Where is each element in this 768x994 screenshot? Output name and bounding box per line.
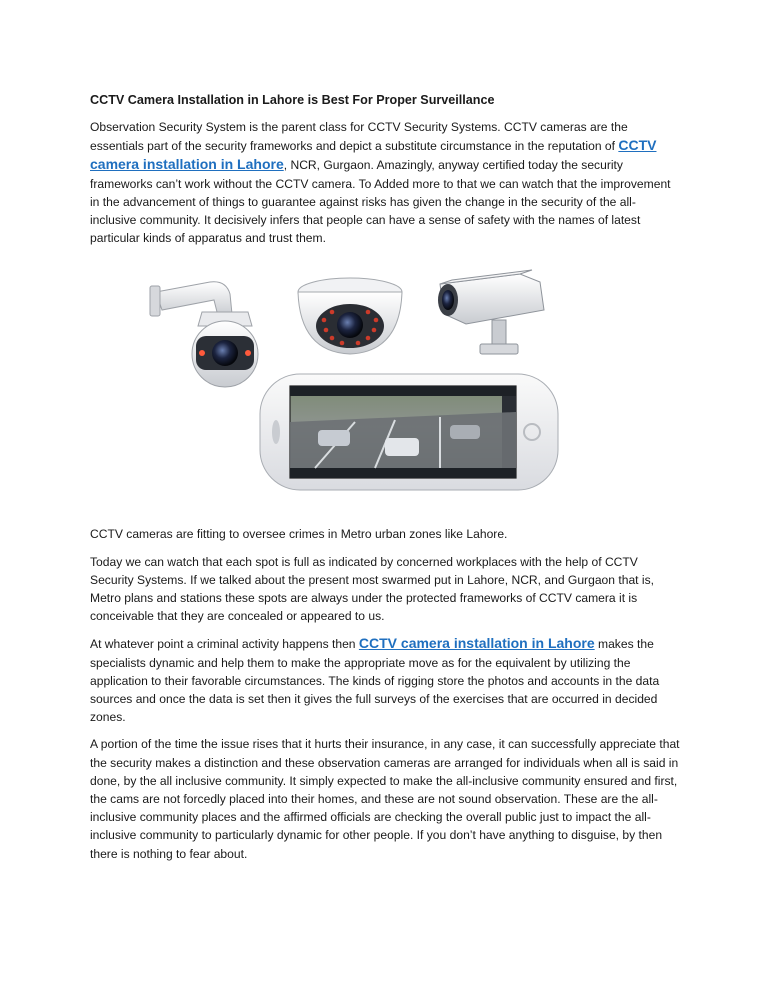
cctv-installation-link-2[interactable]: CCTV camera installation in Lahore (358, 635, 595, 652)
cctv-cameras-icon (140, 262, 560, 507)
intro-text-before-link: Observation Security System is the parent class for CCTV Security Systems. CCTV cameras are the essentials part of the security frameworks and depict a substitute circumstance in the reputation of (90, 120, 628, 154)
article-content (90, 91, 682, 872)
smartphone-monitor (260, 374, 558, 490)
dome-camera (298, 278, 402, 354)
cctv-installation-link[interactable]: CCTV camera installation in Lahore (90, 137, 657, 173)
bullet-camera (438, 270, 544, 354)
paragraph-3-text-before-link: At whatever point a criminal activity happens then (90, 637, 359, 652)
ptz-dome-camera (150, 282, 258, 387)
intro-text-after-link: , NCR, Gurgaon. Amazingly, anyway certified today the security frameworks can’t work without the CCTV camera. To Added more to that we can watch that the improvement in the advancement of things to guarantee against risks has given the change in the security of the all-inclusive community. It decisively infers that people can have a sense of safety with the names of latest particular kinds of apparatus and trust them. (90, 158, 671, 246)
cctv-cameras-image (140, 262, 560, 507)
paragraph-3 (90, 634, 682, 726)
paragraph-3-text-after-link: makes the specialists dynamic and help them to make the appropriate move as for the equivalent by utilizing the application to their favorable circumstances. The kinds of rigging store the photos and accounts in the data sources and once the data is set then it gives the full surveys of the exercises that are occurred in decided zones. (90, 637, 660, 725)
paragraph-1: CCTV cameras are fitting to oversee crimes in Metro urban zones like Lahore. (90, 527, 508, 542)
intro-paragraph (90, 118, 682, 247)
paragraph-4: A portion of the time the issue rises that it hurts their insurance, in any case, it can successfully appreciate that the security makes a distinction and these observation cameras are arranged for individuals when all is said in done, by the all inclusive community. It simply expected to make the all-inclusive community ensured and first, the cams are not forcedly placed into their homes, and these are not sound observation. These are the all-inclusive community places and the affirmed officials are checking the overall public just to impact the all-inclusive community to particularly dynamic for other people. If you don’t have anything to disguise, by then there is nothing to fear about. (90, 737, 680, 861)
paragraph-2: Today we can watch that each spot is full as indicated by concerned workplaces with the help of CCTV Security Systems. If we talked about the present most swarmed put in Lahore, NCR, and Gurgaon that is, Metro plans and stations these spots are always under the protected frameworks of CCTV camera it is conceivable that they are concealed or appeared to us. (90, 554, 654, 624)
article-title: CCTV Camera Installation in Lahore is Best For Proper Surveillance (90, 93, 495, 107)
